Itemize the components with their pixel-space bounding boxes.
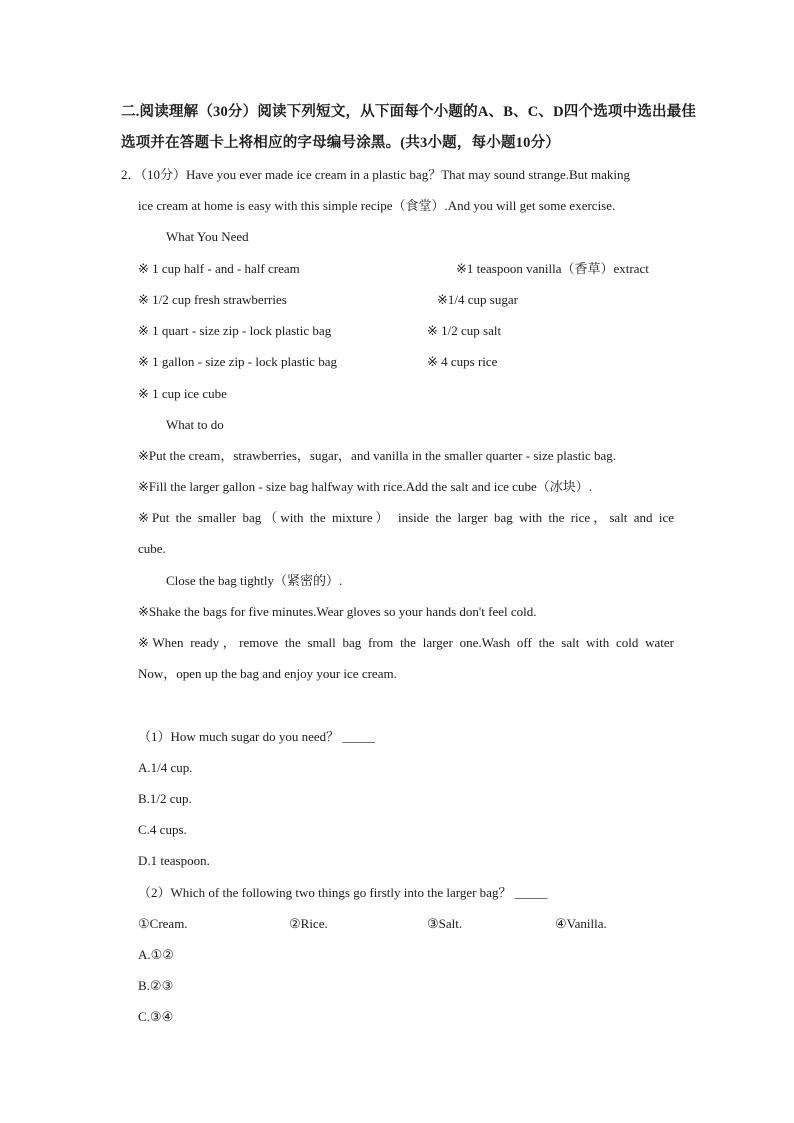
question-2-item-rice: ②Rice. [289, 916, 328, 931]
section-heading-line-1: 二.阅读理解（30分）阅读下列短文，从下面每个小题的A、B、C、D四个选项中选出最佳 [121, 104, 697, 120]
question-2-option-b: B.②③ [138, 978, 174, 993]
question-2-item-vanilla: ④Vanilla. [555, 916, 607, 931]
question-2-item-cream: ①Cream. [138, 916, 188, 931]
step-2: ※Fill the larger gallon - size bag halfway with rice.Add the salt and ice cube（冰块）. [138, 479, 592, 494]
step-3-line-2: cube. [138, 541, 166, 556]
ingredient-left: ※ 1/2 cup fresh strawberries [138, 292, 287, 307]
ingredient-right: ※ 4 cups rice [427, 354, 498, 369]
step-3-line-1: ※Put the smaller bag（with the mixture） inside the larger bag with the rice，salt and ice [138, 510, 674, 525]
todo-title: What to do [166, 417, 224, 432]
ingredient-left: ※ 1 cup half - and - half cream [138, 261, 300, 276]
question-2-option-a: A.①② [138, 947, 174, 962]
section-heading-line-2: 选项并在答题卡上将相应的字母编号涂黑。(共3小题，每小题10分） [121, 135, 560, 151]
ingredient-right: ※1 teaspoon vanilla（香草）extract [456, 261, 649, 276]
step-5: ※Shake the bags for five minutes.Wear gloves so your hands don't feel cold. [138, 604, 537, 619]
passage-intro-line-1: 2．（10分）Have you ever made ice cream in a plastic bag？That may sound strange.But making [121, 167, 631, 182]
step-6-line-1: ※When ready，remove the small bag from the larger one.Wash off the salt with cold water [138, 635, 674, 650]
question-1-option-a: A.1/4 cup. [138, 760, 193, 775]
ingredient-left: ※ 1 cup ice cube [138, 386, 227, 401]
ingredient-left: ※ 1 quart - size zip - lock plastic bag [138, 323, 332, 338]
question-1-option-d: D.1 teaspoon. [138, 853, 210, 868]
step-6-line-2: Now，open up the bag and enjoy your ice cream. [138, 666, 397, 681]
need-title: What You Need [166, 229, 249, 244]
ingredient-left: ※ 1 gallon - size zip - lock plastic bag [138, 354, 337, 369]
step-1: ※Put the cream，strawberries，sugar，and vanilla in the smaller quarter - size plastic bag. [138, 448, 617, 463]
question-2-item-salt: ③Salt. [427, 916, 463, 931]
ingredient-right: ※1/4 cup sugar [437, 292, 518, 307]
passage-intro-line-2: ice cream at home is easy with this simple recipe（食堂）.And you will get some exercise. [138, 198, 616, 213]
ingredient-right: ※ 1/2 cup salt [427, 323, 502, 338]
question-1-option-c: C.4 cups. [138, 822, 187, 837]
step-4: Close the bag tightly（紧密的）. [166, 573, 343, 588]
question-2-prompt: （2）Which of the following two things go firstly into the larger bag？ _____ [138, 885, 548, 900]
question-1-option-b: B.1/2 cup. [138, 791, 192, 806]
question-2-option-c: C.③④ [138, 1009, 174, 1024]
question-1-prompt: （1）How much sugar do you need？ _____ [138, 729, 375, 744]
